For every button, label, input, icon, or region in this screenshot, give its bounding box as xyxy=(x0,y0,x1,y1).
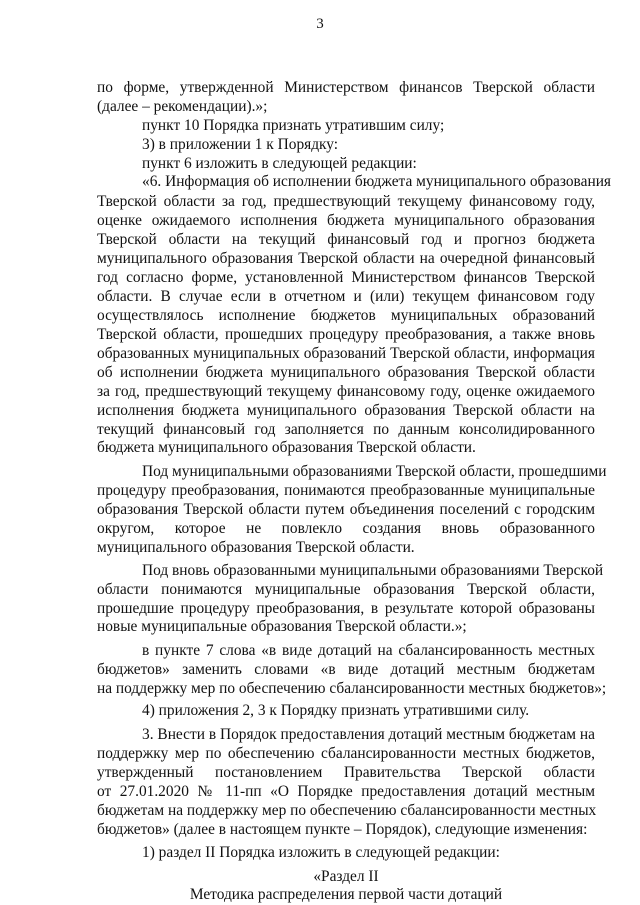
text-line: 1) раздел II Порядка изложить в следующей редакции: xyxy=(142,844,500,861)
text-line: муниципального образования Тверской области на очередной финансовый xyxy=(97,250,595,267)
text-line: от 27.01.2020 № 11-пп «О Порядке предоставления дотаций местным xyxy=(97,783,595,800)
text-line: пункт 6 изложить в следующей редакции: xyxy=(142,155,417,172)
text-line: Тверской области, прошедших процедуру преобразования, а также вновь xyxy=(97,326,595,343)
text-line: по форме, утвержденной Министерством финансов Тверской области xyxy=(97,79,595,96)
text-line: в пункте 7 слова «в виде дотаций на сбалансированность местных xyxy=(142,642,595,659)
text-line: муниципального образования Тверской области. xyxy=(97,539,415,556)
text-line: Тверской области на текущий финансовый год и прогноз бюджета xyxy=(97,231,595,248)
heading-title-text: «Раздел II xyxy=(313,868,379,885)
heading-subtitle-text: Методика распределения первой части дотаций xyxy=(189,886,503,903)
text-line: области понимаются муниципальные образования Тверской области, xyxy=(97,581,595,598)
text-line: новые муниципальные образования Тверской области.»; xyxy=(97,618,467,635)
text-line: за год, предшествующий текущему финансовому году, оценке ожидаемого xyxy=(97,383,595,400)
text-line: осуществлялось исполнение бюджетов муниципальных образований xyxy=(97,307,595,324)
text-line: 3. Внести в Порядок предоставления дотаций местным бюджетам на xyxy=(142,726,595,743)
text-line: «6. Информация об исполнении бюджета муниципального образования xyxy=(142,173,612,190)
text-line: Под вновь образованными муниципальными образованиями Тверской xyxy=(142,562,604,579)
page-number: 3 xyxy=(316,16,324,32)
text-line: Тверской области за год, предшествующий текущему финансовому году, xyxy=(97,193,595,210)
text-line: образованных муниципальных образований Тверской области, информация xyxy=(97,345,595,362)
text-line: год согласно форме, установленной Министерством финансов Тверской xyxy=(97,269,595,286)
text-line: утвержденный постановлением Правительства Тверской области xyxy=(97,764,595,781)
text-line: бюджета муниципального образования Тверской области. xyxy=(97,439,476,456)
text-line: оценке ожидаемого исполнения бюджета муниципального образования xyxy=(97,212,595,229)
text-line: бюджетов» заменить словами «в виде дотаций местным бюджетам xyxy=(97,661,595,678)
text-line: бюджетам на поддержку мер по обеспечению сбалансированности местных xyxy=(97,802,597,819)
text-line: поддержку мер по обеспечению сбалансированности местных бюджетов, xyxy=(97,745,595,762)
text-line: области. В случае если в отчетном и (или) текущем финансовом году xyxy=(97,288,595,305)
text-line: округом, которое не повлекло создания вновь образованного xyxy=(97,520,595,537)
text-line: исполнения бюджета муниципального образования Тверской области на xyxy=(97,402,595,419)
text-line: образования Тверской области путем объединения поселений с городским xyxy=(97,501,595,518)
section-heading-title xyxy=(97,867,595,887)
text-line: 3) в приложении 1 к Порядку: xyxy=(142,136,339,153)
text-line: текущий финансовый год заполняется по данным консолидированного xyxy=(97,421,595,438)
text-line: прошедшие процедуру преобразования, в результате которой образованы xyxy=(97,600,595,617)
text-line: процедуру преобразования, понимаются преобразованные муниципальные xyxy=(97,482,595,499)
text-line: на поддержку мер по обеспечению сбалансированности местных бюджетов»; xyxy=(97,680,607,697)
text-line: бюджетов» (далее в настоящем пункте – Порядок), следующие изменения: xyxy=(97,821,588,838)
text-line: (далее – рекомендации).»; xyxy=(97,98,268,115)
text-line: пункт 10 Порядка признать утратившим силу; xyxy=(142,117,445,134)
text-line: 4) приложения 2, 3 к Порядку признать утратившими силу. xyxy=(142,702,530,719)
text-line: об исполнении бюджета муниципального образования Тверской области xyxy=(97,364,595,381)
section-heading-subtitle xyxy=(97,885,595,905)
text-line: Под муниципальными образованиями Тверской области, прошедшими xyxy=(142,463,607,480)
